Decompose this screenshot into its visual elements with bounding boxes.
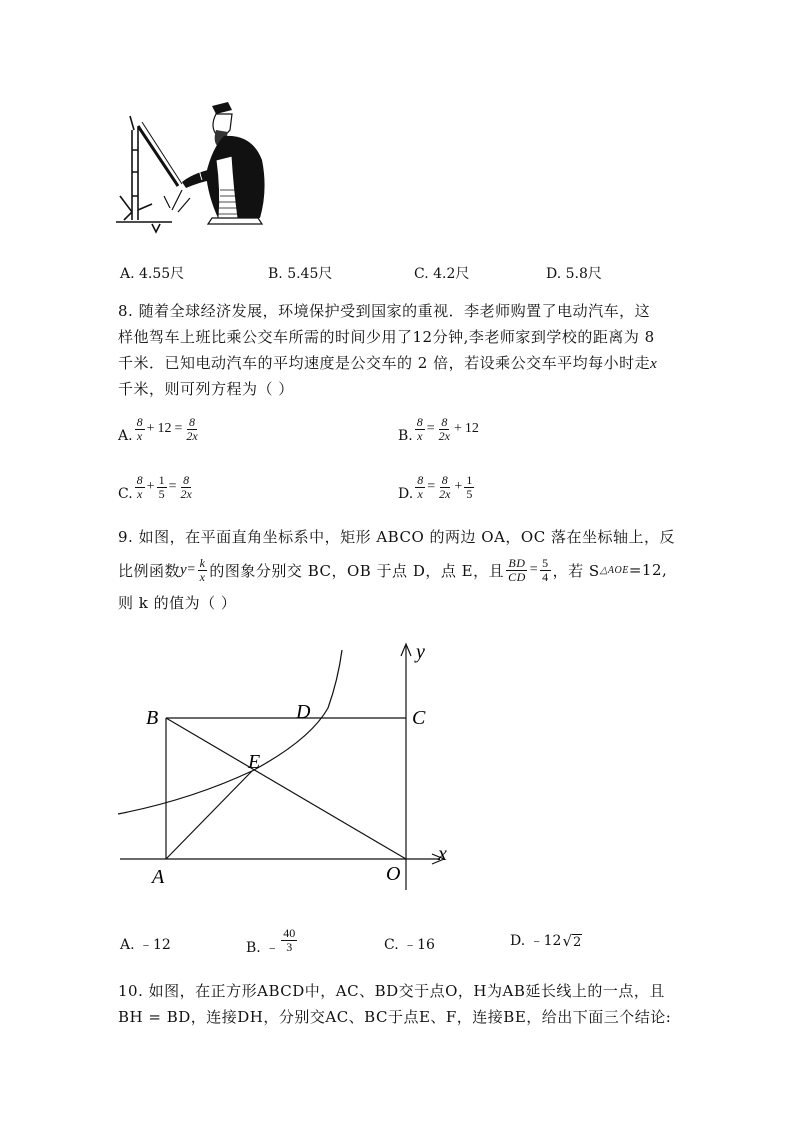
q8-option-c-frac2: $\frac{1}{5}$ [158,472,165,501]
q9-line-2-b: 的图象分别交 BC，OB 于点 D，点 E，且 [209,561,505,580]
q8-option-a-frac1: $\frac{8}{x}$ [136,414,143,443]
q8-option-d-frac3: $\frac{1}{5}$ [466,472,473,501]
q9-5-over-4: $\frac{5}{4}$ [542,555,549,584]
q9-line-2-a: 比例函数 [118,561,181,580]
q10-line-2: BH = BD，连接DH，分别交AC、BC于点E、F，连接BE，给出下面三个结论: [118,1008,672,1026]
plus-sign: + [146,421,155,436]
q9-line-2: 比例函数 y = $\frac{k}{x}$ 的图象分别交 BC，OB 于点 D，点 E，且 $\frac{BD}{CD}$ = $\frac{5}{4}$ ，若 S △AOE =12, [118,555,668,584]
q9-y: y [180,561,188,578]
q9-line-3: 则 k 的值为（ ） [118,594,237,612]
q9-option-b[interactable] [246,922,299,958]
q8-option-d-frac2: $\frac{8}{2x}$ [439,472,451,501]
hyperbola-curve [118,650,342,814]
q9-line-1: 9. 如图，在平面直角坐标系中，矩形 ABCO 的两边 OA，OC 落在坐标轴上，反 [118,528,675,546]
q9-option-a[interactable]: A. ﹣12 [120,937,171,953]
q8-line-3-text: 千米．已知电动汽车的平均速度是公交车的 2 倍，若设乘公交车平均每小时走 [118,354,651,372]
segment-bo [166,718,406,859]
equals-sign: = [427,479,436,494]
plus-sign: + [146,479,155,494]
q9-option-c[interactable]: C. ﹣16 [384,937,435,953]
q8-line-2: 样他驾车上班比乘公交车所需的时间少用了12分钟,李老师家到学校的距离为 8 [118,328,655,346]
label-b: B [146,707,159,729]
q8-option-a[interactable] [118,412,202,446]
q8-option-b[interactable] [398,412,479,446]
q8-line-3-var: x [650,356,658,372]
q8-option-b-frac2: $\frac{8}{2x}$ [438,414,450,443]
label-x: x [438,843,447,865]
q8-line-4: 千米，则可列方程为（ ） [118,380,294,398]
q7-option-b[interactable]: B. 5.45尺 [268,266,333,282]
q8-option-d-frac1: $\frac{8}{x}$ [417,472,424,501]
q9-line-2-d: =12, [628,561,668,579]
label-e: E [248,751,261,773]
plus-sign: + [454,479,463,494]
q8-option-d-label: D. [398,486,414,502]
q8-line-1: 8. 随着全球经济发展，环境保护受到国家的重视．李老师购置了电动汽车，这 [118,302,651,320]
sqrt-sign: √ [562,932,573,950]
q9-option-b-frac: $\frac{40}{3}$ [283,925,296,954]
label-y: y [416,641,425,663]
label-o: O [386,863,401,885]
q9-k-over-x: $\frac{k}{x}$ [199,555,206,584]
bamboo-measuring-illustration [112,100,270,235]
q9-sub: △AOE [599,564,629,576]
label-a: A [152,866,165,888]
q9-option-b-label: B. ﹣ [246,940,280,956]
q9-figure [110,640,470,890]
label-d: D [296,701,311,723]
q9-option-d-radicand: 2 [573,935,582,950]
q7-option-d[interactable]: D. 5.8尺 [546,266,602,282]
q7-option-c[interactable]: C. 4.2尺 [414,266,470,282]
q8-option-b-label: B. [398,428,413,444]
equals-sign: = [174,421,183,436]
plus-sign: + [453,421,462,436]
q8-option-a-label: A. [118,428,133,444]
q8-option-d[interactable] [398,470,476,504]
q9-bd-over-cd: $\frac{BD}{CD}$ [508,555,526,584]
q8-option-b-frac1: $\frac{8}{x}$ [416,414,423,443]
q9-option-d[interactable] [510,930,582,950]
q9-option-d-label: D. ﹣12 [510,933,562,949]
twelve: 12 [464,421,479,436]
q10-line-1: 10. 如图，在正方形ABCD中，AC、BD交于点O，H为AB延长线上的一点，且 [118,982,665,1000]
q8-option-a-frac2: $\frac{8}{2x}$ [186,414,198,443]
twelve: 12 [157,421,172,436]
q7-option-a[interactable]: A. 4.55尺 [120,266,185,282]
q9-line-2-c: ，若 S [552,561,600,580]
equals-sign: = [426,421,435,436]
q8-line-3 [118,352,657,373]
segment-ae [166,771,252,859]
label-c: C [412,707,426,729]
q8-option-c[interactable] [118,470,196,504]
q8-option-c-frac1: $\frac{8}{x}$ [136,472,143,501]
q8-option-c-label: C. [118,486,133,502]
q8-option-c-frac3: $\frac{8}{2x}$ [180,472,192,501]
equals-sign: = [168,479,177,494]
